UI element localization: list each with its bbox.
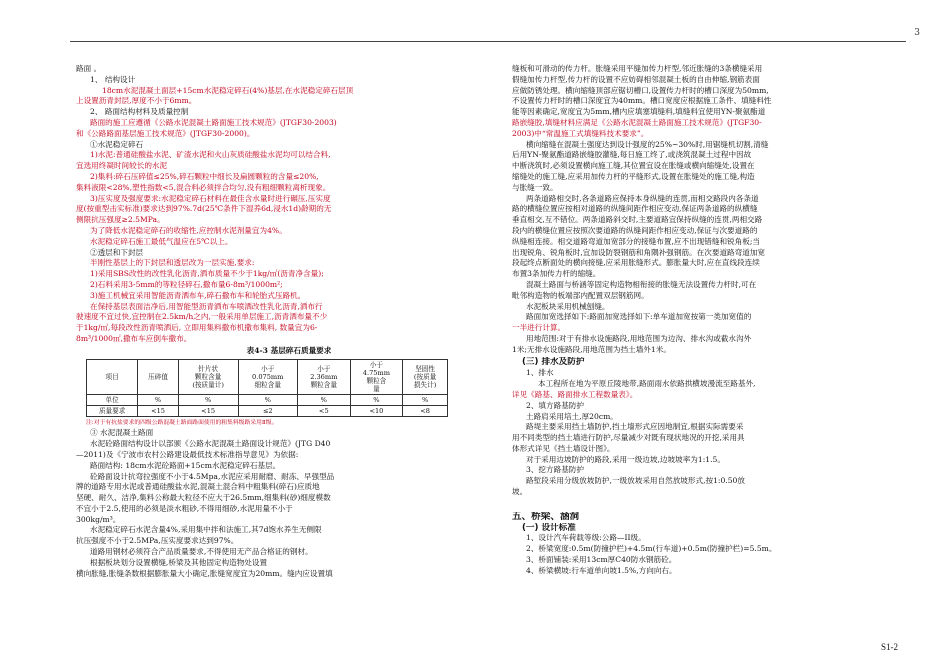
- text-line: 水泥稳定碎石水泥含量4%,采用集中拌和法施工,其7d饱水养生无侧限: [90, 525, 322, 535]
- text-line: 1、排水: [526, 368, 554, 378]
- table-cell: <10: [350, 405, 403, 416]
- table-note: 注:对于有抗盐要求的四级公路混凝土路面路面使用的粗集料级路采用Ⅱ级。: [86, 419, 278, 426]
- text-line: 2)集料:碎石压碎值≤25%,碎石颗粒中细长及扁圆颗粒的含量≤20%,: [90, 171, 319, 181]
- text-line: 宜选用终凝时间较长的水泥: [76, 161, 168, 171]
- text-line: 水泥稳定碎石施工最低气温应在5℃以上。: [90, 236, 233, 246]
- text-line: 路面 。: [76, 64, 102, 73]
- table-cell: %: [138, 394, 179, 405]
- text-line: 2、 路面结构材料及质量控制: [90, 107, 189, 117]
- text-line: 路面加宽选择如下:路面加宽选择如下:单车道加宽按第一类加宽值的: [526, 312, 752, 322]
- text-line: 度(按重型击实标准)要求达到97%.7d(25℃条件下湿养6d,浸水1d)龄期的无: [76, 204, 332, 214]
- text-line: 4、桥梁横坡:行车道单向坡1.5%,方向向右。: [526, 565, 677, 575]
- header-rule: [70, 41, 906, 42]
- text-line: 纵缝相连接。相交道路弯道加宽部分的接缝布置,应不出现错缝和锐角板;当: [512, 236, 760, 246]
- text-line: 路面结构: 18cm水泥砼路面+15cm水泥稳定碎石基层。: [90, 460, 281, 470]
- text-line: 3、桥面铺装:采用13cm厚C40防水钢筋砼。: [526, 555, 677, 565]
- text-line: 水泥砼路面结构设计以部颁《公路水泥混凝土路面设计规范》(JTG D40: [90, 439, 331, 449]
- left-text-block: [76, 64, 502, 345]
- text-line: 一半进行计算。: [512, 323, 566, 333]
- text-line: —2011)及《宁波市农村公路建设最低技术标准指导意见》为依据:: [76, 449, 299, 459]
- text-line: 假缝加传力杆型,传力杆的设置不应妨碍相邻混凝土板的自由伸缩,钢筋表面: [512, 74, 760, 84]
- text-line: 后用YN-聚氨酯道路嵌缝胶灌缝,每日施工终了,或浇筑混凝土过程中因故: [512, 150, 752, 160]
- text-line: 用地范围:对于有排水设施路段,用地范围为边沟、排水沟或截水沟外: [526, 333, 752, 343]
- page-footer-code: S1-2: [880, 642, 898, 652]
- text-line: 2003)中“常温施工式填缝料技术要求”。: [512, 128, 649, 138]
- text-line: 路面的施工应遵循《公路水泥混凝土路面施工技术规范》(JTGF30-2003): [90, 117, 337, 127]
- table-cell: %: [297, 394, 350, 405]
- table-header-row: [87, 359, 448, 394]
- text-line: 于1kg/㎡,每段改性沥青喷洒后, 立即用集料撒布机撒布集料, 数量宜为6-: [76, 323, 318, 333]
- text-line: 上设置沥青封层,厚度不小于6mm。: [76, 96, 197, 106]
- table-title: 表4-3 基层碎石质量要求: [246, 345, 332, 355]
- page-number: 3: [914, 28, 920, 38]
- table-cell: 针片状 颗粒含量 (按质量计): [178, 359, 238, 394]
- text-line: 道路用钢材必须符合产品质量要求,不得使用无产品合格证的钢材。: [90, 547, 313, 557]
- section-bridge-title: 五、桥梁、涵洞: [512, 511, 580, 522]
- text-line: 抗压强度不小于2.5MPa,压实度要求达到97%。: [76, 536, 239, 546]
- text-line: 混凝土路面与桥涵等固定构造物相衔接的胀缝无法设置传力杆时,可在: [526, 279, 757, 289]
- left-text-block-2: [76, 428, 502, 579]
- text-line: 路堤主要采用挡土墙防护,挡土墙形式应因地制宜,根据实际需要采: [526, 422, 744, 432]
- text-line: 应做防锈处理。横向缩缝顶部应锯切槽口,设置传力杆时的槽口深度为50mm,: [512, 85, 769, 95]
- text-line: 3、挖方路基防护: [526, 465, 584, 475]
- table-cell: %: [350, 394, 403, 405]
- text-line: 300kg/m³。: [76, 514, 121, 524]
- table-cell: 质量要求: [87, 405, 138, 416]
- text-line: 体形式详见《挡土墙设计图》。: [512, 443, 615, 453]
- text-line: 布置3条加传力杆的缩缝。: [512, 269, 601, 279]
- text-line: 在保持基层表面洁净后,用智能型沥青洒布车喷洒改性乳化沥青,洒布行: [90, 301, 323, 311]
- text-line: 砼路面设计抗弯拉强度不小于4.5Mpa,水泥应采用耐磨、耐冻、早强型品: [90, 471, 335, 481]
- table-cell: %: [238, 394, 297, 405]
- text-line: 用不同类型的挡土墙进行防护,尽量减少对既有现状地况的开挖,采用具: [512, 433, 745, 443]
- text-line: 对于采用边坡防护的路段,采用一级边坡,边坡坡率为1:1.5。: [526, 454, 725, 464]
- text-line: 集料液限<28%,塑性指数<5,混合料必须拌合均匀,没有粗细颗粒离析现象。: [76, 182, 331, 192]
- text-line: 土路肩采用培土,厚20cm。: [526, 411, 618, 421]
- text-line: 18cm水泥混凝土面层+15cm水泥稳定碎石(4%)基层,在水泥稳定碎石层顶: [102, 85, 354, 95]
- text-line: 8m³/1000㎡,撒布车应倒车撒布。: [76, 333, 192, 343]
- text-line: 不宜小于2.5,使用的必须是淡水粗砂,不得用细砂,水泥用量不小于: [76, 503, 293, 513]
- text-line: 1米;无排水设施路段,用地范围为挡土墙外1米。: [512, 344, 671, 354]
- text-line: 水泥板块采用机械刨缝。: [526, 301, 610, 311]
- text-line: 本工程所在地为平原丘陵地带,路面雨水依路拱横坡漫流至路基外,: [538, 379, 756, 389]
- table-cell: <15: [138, 405, 179, 416]
- section-drainage-title: (三) 排水及防护: [522, 356, 585, 367]
- text-line: 段内的横缝位置应按照次要道路的纵缝间距作相应变动,保证与次要道路的: [512, 225, 758, 235]
- table-cell: 小于 2.36mm 颗粒含量: [297, 359, 350, 394]
- text-line: 详见《路基、路面排水工程数量表》。: [512, 389, 638, 399]
- text-line: 中断浇筑时,必须设置横向施工缝,其位置宜设在胀缝或横向缩缝处,设置在: [512, 161, 755, 171]
- text-line: 垂直相交,互不错位。两条道路斜交时,主要道路宜保持纵缝的连贯,两相交路: [512, 215, 763, 225]
- text-line: 缝板和可滑动的传力杆。胀缝采用平缝加传力杆型,邻近胀缝的3条横缝采用: [512, 64, 763, 73]
- text-line: 横向缩缝在混凝土强度达到设计强度的25%~30%时,用锯缝机切割,清缝: [526, 139, 769, 149]
- text-line: 半刚性基层上的下封层和透层改为一层实施,要求:: [90, 258, 255, 268]
- text-line: 坚硬、耐久、洁净,集料公称最大粒径不应大于26.5mm,细集料(砂)细度模数: [76, 493, 331, 503]
- text-line: 2、填方路基防护: [526, 400, 584, 410]
- table-cell: 小于 4.75mm 颗粒含 量: [350, 359, 403, 394]
- table-cell: 压碎值: [138, 359, 179, 394]
- text-line: 路的横缝位置应按相对道路的纵缝间距作相应变动,保证两条道路的纵横缝: [512, 204, 758, 214]
- text-line: 1)采用SBS改性的改性乳化沥青,洒布质量不少于1kg/㎡(沥青净含量);: [90, 269, 324, 279]
- subsection-design-standard: (一) 设计标准: [522, 522, 576, 533]
- text-line: 缩缝处的施工缝,应采用加传力杆的平缝形式,设置在胀缝处的施工缝,构造: [512, 171, 755, 181]
- table-cell: %: [178, 394, 238, 405]
- text-line: 2、桥梁宽度:0.5m(防撞护栏)+4.5m(行车道)+0.5m(防撞护栏)=5.5m。: [526, 544, 777, 554]
- right-text-block-3: [512, 368, 884, 498]
- text-line: 出现锐角、锐角板时,宜加设防裂钢筋和角隅补强钢筋。在次要道路弯道加宽: [512, 247, 766, 257]
- text-line: 横向胀缝,胀缝条数根据膨胀量大小确定,胀缝宽度宜为20mm。缝内应设置填: [76, 568, 333, 578]
- text-line: 路嵌缝胶,填缝材料应满足《公路水泥混凝土路面施工技术规范》(JTGF30-: [512, 117, 762, 127]
- text-line: 坡。: [512, 487, 528, 497]
- text-line: 根据板块划分设置横缝,桥梁及其他固定构造物处设置: [90, 557, 268, 567]
- table-cell: 单位: [87, 394, 138, 405]
- text-line: 和《公路路面基层施工技术规范》(JTGF30-2000)。: [76, 128, 255, 138]
- text-line: 驶速度不宜过快,宜控制在2.5km/h之内,一般采用单层施工,沥青洒布量不少: [76, 312, 328, 322]
- right-text-block: [512, 64, 884, 356]
- text-line: ①水泥稳定碎石: [90, 139, 144, 149]
- text-line: 与胀缝一致。: [512, 182, 558, 192]
- table-requirement-row: [87, 405, 448, 416]
- text-line: 3)压实度及强度要求:水泥稳定碎石材料在最佳含水量时进行碾压,压实度: [90, 193, 331, 203]
- text-line: 毗邻构造物的板端部内配置双层钢筋网。: [512, 290, 649, 300]
- text-line: 路堑段采用分级放坡防护,一级放坡采用自然放坡形式,按1:0.50放: [526, 476, 745, 486]
- text-line: 两条道路相交时,各条道路应保持本身纵缝的连贯,而相交路段内各条道: [526, 193, 759, 203]
- table-cell: ≤2: [238, 405, 297, 416]
- text-line: 1、设计汽车荷载等级:公路—II级。: [526, 533, 646, 543]
- right-text-block-5: [512, 533, 884, 576]
- text-line: 1、 结构设计: [90, 74, 136, 84]
- text-line: 不设置传力杆时的槽口深度宜为40mm。槽口宽度应根据施工条件、填缝料性: [512, 96, 772, 106]
- text-line: 牌的道路专用水泥或普通硅酸盐水泥,混凝土混合料中粗集料(碎石)应质地: [76, 482, 320, 492]
- table-cell: <8: [403, 405, 448, 416]
- table-cell: %: [403, 394, 448, 405]
- text-line: 1)水泥:普通硅酸盐水泥、矿渣水泥和火山灰质硅酸盐水泥均可以结合料,: [90, 150, 331, 160]
- table-cell: <15: [178, 405, 238, 416]
- text-line: 2)石料采用3-5mm的等粒径碎石,撒布量6-8m³/1000m²;: [90, 279, 283, 289]
- text-line: ③ 水泥混凝土路面: [90, 428, 154, 438]
- table-cell: 坚固性 (按质量 损失计): [403, 359, 448, 394]
- text-line: ②透层和下封层: [90, 247, 144, 257]
- text-line: 侧限抗压强度≥2.5MPa。: [76, 215, 165, 225]
- gravel-quality-table: [86, 359, 448, 417]
- table-unit-row: [87, 394, 448, 405]
- text-line: 段起终点断面处的横向接缝,应采用胀缝形式。膨胀量大时,应在直线段连续: [512, 258, 760, 268]
- right-column: [512, 64, 884, 577]
- text-line: 3)施工机械宜采用智能沥青洒布车,碎石撒布车和轮胎式压路机。: [90, 290, 306, 300]
- text-line: 能等因素确定,宽度宜为5mm,槽内应填塞填缝料,填缝料宜使用YN-聚氨酯道: [512, 107, 766, 117]
- text-line: 为了降低水泥稳定碎石的收缩性,应控制水泥剂量宜为4%。: [90, 225, 287, 235]
- table-cell: <5: [297, 405, 350, 416]
- left-column: [76, 64, 502, 579]
- table-cell: 项目: [87, 359, 138, 394]
- table-cell: 小于 0.075mm 细粒含量: [238, 359, 297, 394]
